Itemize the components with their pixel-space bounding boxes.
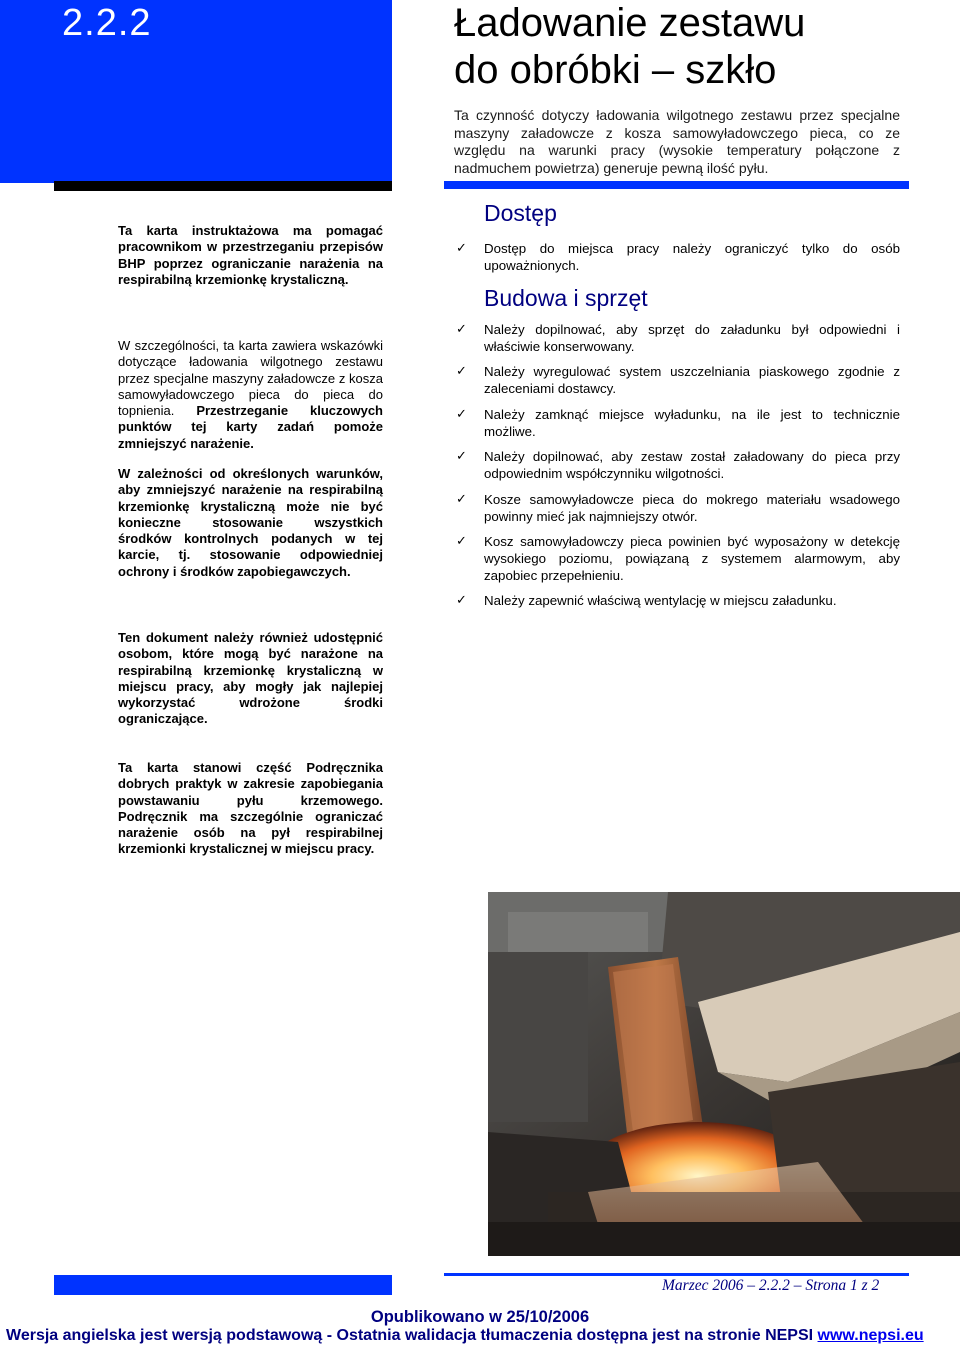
list-item: ✓ Należy zamknąć miejsce wyładunku, na ile jest to technicznie możliwe. — [456, 406, 900, 439]
access-list — [456, 241, 900, 275]
guide-paragraph: Ta karta stanowi część Podręcznika dobrych praktyk w zakresie zapobiegania powstawaniu pyłu krzemowego. Podręcznik ma szczególnie ograniczać narażenie osób na pył respirabilnej krzemionki krystalicznej w miejscu pracy. — [118, 760, 383, 857]
distribution-paragraph: Ten dokument należy również udostępnić osobom, które mogą być narażone na respirabilną krzemionkę krystaliczną w miejscu pracy, aby mogły jak najlepiej wykorzystać wdrożone środki ograniczające. — [118, 630, 383, 727]
section-number: 2.2.2 — [62, 2, 152, 44]
page-title — [454, 0, 805, 94]
list-item: ✓ Należy dopilnować, aby sprzęt do załadunku był odpowiedni i właściwie konserwowany. — [456, 322, 900, 354]
list-item: ✓ Należy wyregulować system uszczelniania piaskowego zgodnie z zaleceniami dostawcy. — [456, 364, 900, 397]
furnace-photo-illustration — [488, 892, 960, 1256]
list-item: ✓ Dostęp do miejsca pracy należy ograniczyć tylko do osób upoważnionych. — [456, 241, 900, 273]
purpose-paragraph: Ta karta instruktażowa ma pomagać pracownikom w przestrzeganiu przepisów BHP poprzez ograniczanie narażenia na respirabilną krzemionkę krystaliczną. — [118, 223, 383, 287]
top-divider — [444, 181, 909, 189]
footer-version-note — [6, 1327, 924, 1345]
check-mark-icon: ✓ — [456, 241, 467, 256]
check-mark-icon: ✓ — [456, 593, 467, 609]
list-item: ✓ Kosz samowyładowczy pieca powinien być wyposażony w detekcję wysokiego poziomu, powiązaną z systemem alarmowym, aby zapobiec przepełnieniu. — [456, 534, 900, 583]
header-blue-block — [0, 0, 392, 183]
scope-text: W szczególności, ta karta zawiera wskazówki dotyczące ładowania wilgotnego zestawu przez specjalne maszyny załadowcze z kosza samowyładowczego pieca do pieca do topnienia. — [118, 338, 383, 419]
conditions-paragraph: W zależności od określonych warunków, aby zmniejszyć narażenie na respirabilną krzemionkę krystaliczną może nie być konieczne stosowanie wszystkich środków kontrolnych podanych w tej karcie, tj. stosowanie odpowiedniej ochrony i środków zapobiegawczych. — [118, 466, 383, 579]
equipment-list — [456, 322, 900, 619]
list-item: ✓ Kosze samowyładowcze pieca do mokrego materiału wsadowego powinny mieć jak najmniejszy otwór. — [456, 491, 900, 524]
check-mark-icon: ✓ — [456, 449, 467, 465]
scope-emphasis: Przestrzeganie kluczowych punktów tej karty zadań pomoże zmniejszyć narażenie. — [118, 403, 383, 451]
list-item: ✓ Należy zapewnić właściwą wentylację w miejscu załadunku. — [456, 593, 837, 609]
scope-paragraph — [118, 338, 383, 452]
footer-blue-block — [54, 1275, 392, 1295]
check-mark-icon: ✓ — [456, 406, 467, 422]
furnace-photo — [488, 892, 960, 1256]
intro-paragraph: Ta czynność dotyczy ładowania wilgotnego zestawu przez specjalne maszyny załadowcze z kosza samowyładowczego pieca, co ze względu na warunki pracy (wysokie temperatury połączone z nadmuchem powietrza) generuje pewną ilość pyłu. — [454, 107, 900, 176]
footer-divider — [444, 1273, 909, 1276]
nepsi-link[interactable]: www.nepsi.eu — [817, 1327, 924, 1344]
version-note-text: Wersja angielska jest wersją podstawową - Ostatnia walidacja tłumaczenia dostępna jest na stronie NEPSI — [6, 1327, 818, 1344]
list-item: ✓ Należy dopilnować, aby zestaw został załadowany do pieca przy odpowiednim współczynniku wilgotności. — [456, 449, 900, 482]
check-mark-icon: ✓ — [456, 491, 467, 507]
access-heading: Dostęp — [484, 200, 557, 226]
title-line-2: do obróbki – szkło — [454, 48, 777, 92]
equipment-heading: Budowa i sprzęt — [484, 285, 648, 311]
check-mark-icon: ✓ — [456, 534, 467, 550]
footer-page-info: Marzec 2006 – 2.2.2 – Strona 1 z 2 — [662, 1277, 880, 1294]
title-line-1: Ładowanie zestawu — [454, 1, 806, 45]
header-block-shadow — [54, 181, 392, 191]
footer-published: Opublikowano w 25/10/2006 — [370, 1308, 590, 1326]
check-mark-icon: ✓ — [456, 322, 467, 337]
check-mark-icon: ✓ — [456, 364, 467, 380]
